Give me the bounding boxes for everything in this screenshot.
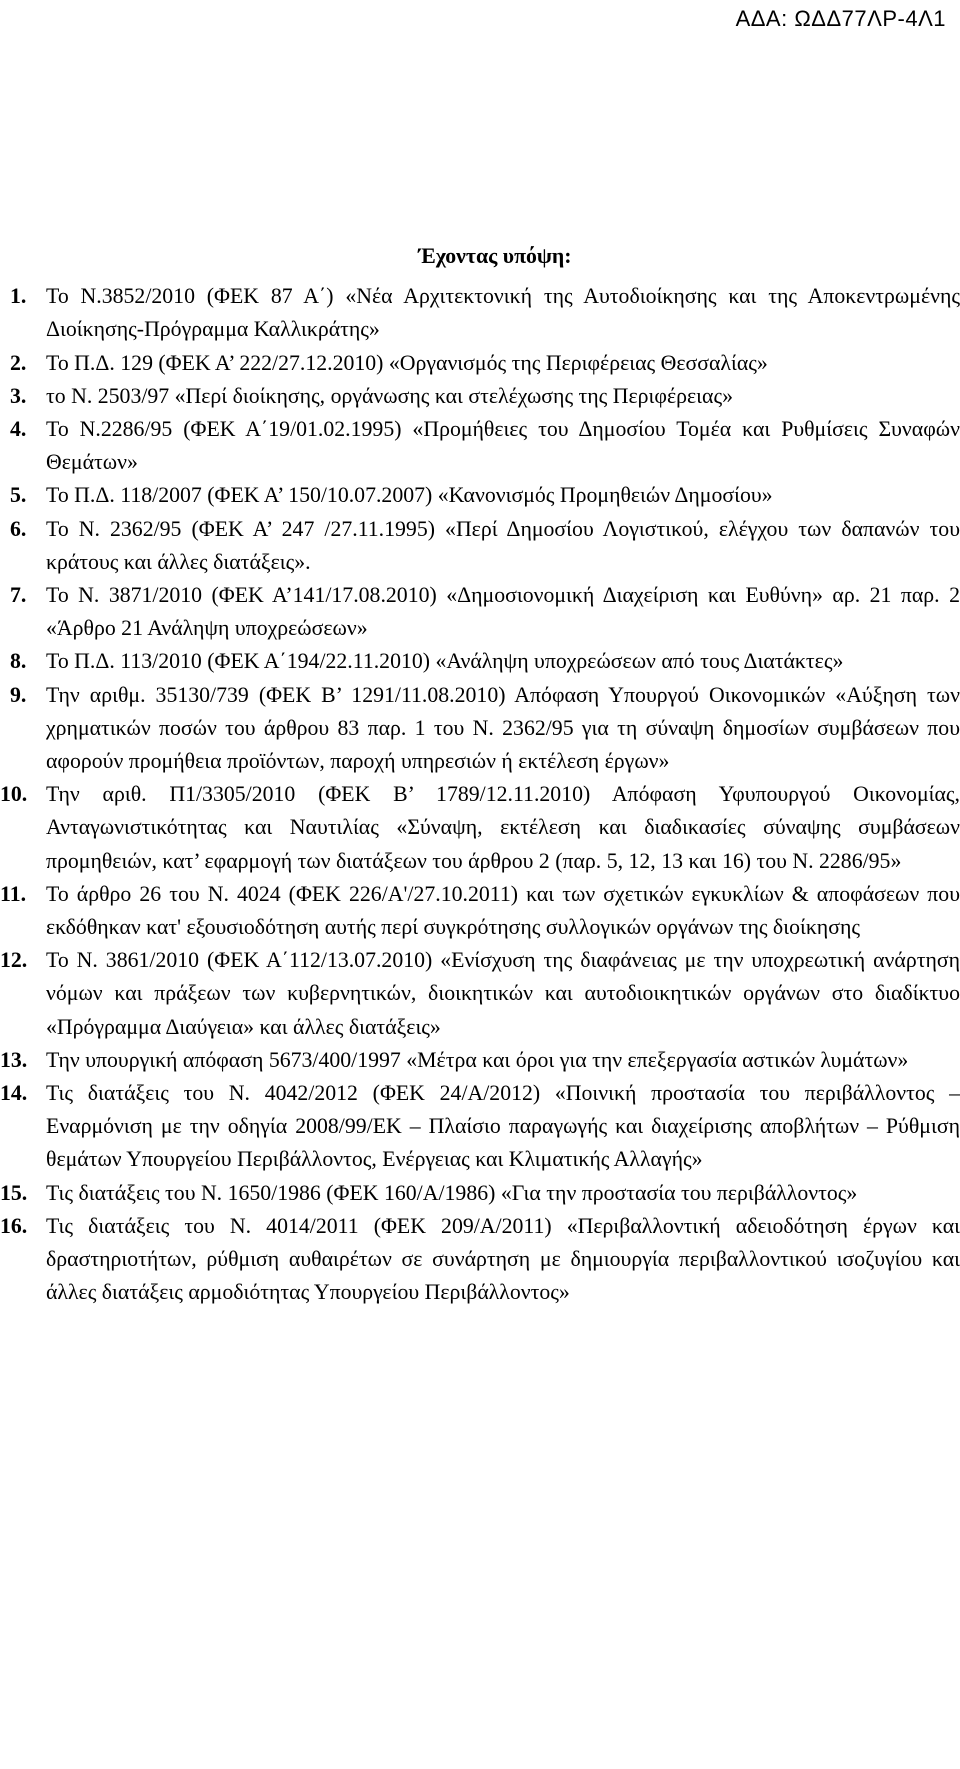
- list-item-number: 5.: [10, 483, 27, 508]
- list-item: [0, 679, 960, 779]
- list-item-number: 9.: [10, 682, 27, 707]
- list-item-number: 16.: [0, 1213, 28, 1238]
- list-item: [0, 280, 960, 346]
- list-item-text: Τις διατάξεις του Ν. 4014/2011 (ΦΕΚ 209/Α/2011) «Περιβαλλοντική αδειοδότηση έργων και δραστηριοτήτων, ρύθμιση αυθαιρέτων σε συνάρτηση με δημιουργία περιβαλλοντικού ισοζυγίου και άλλες διατάξεις αρμοδιότητας Υπουργείου Περιβάλλοντος»: [46, 1213, 960, 1305]
- list-item: [0, 645, 960, 678]
- list-item: [0, 347, 960, 380]
- list-item-number: 7.: [10, 583, 27, 608]
- list-item-text: Την αριθμ. 35130/739 (ΦΕΚ Β’ 1291/11.08.2010) Απόφαση Υπουργού Οικονομικών «Αύξηση των χρηματικών ποσών του άρθρου 83 παρ. 1 του Ν. 2362/95 για τη σύναψη δημοσίων συμβάσεων που αφορούν προμήθεια προϊόντων, παροχή υπηρεσιών ή εκτέλεση έργων»: [46, 682, 960, 774]
- list-item-text: Το Π.Δ. 118/2007 (ΦΕΚ Α’ 150/10.07.2007) «Κανονισμός Προμηθειών Δημοσίου»: [46, 483, 773, 508]
- list-item: [0, 778, 960, 878]
- list-item-number: 1.: [10, 284, 27, 309]
- list-item: [0, 479, 960, 512]
- list-item-text: Την αριθ. Π1/3305/2010 (ΦΕΚ Β’ 1789/12.11.2010) Απόφαση Υφυπουργού Οικονομίας, Ανταγωνιστικότητας και Ναυτιλίας «Σύναψη, εκτέλεση και διαδικασίες σύναψης συμβάσεων προμηθειών, κατ’ εφαρμογή των διατάξεων του άρθρου 2 (παρ. 5, 12, 13 και 16) του Ν. 2286/95»: [46, 782, 960, 873]
- list-item-text: Την υπουργική απόφαση 5673/400/1997 «Μέτρα και όροι για την επεξεργασία αστικών λυμάτων»: [46, 1047, 909, 1072]
- list-item-text: Το Ν. 2362/95 (ΦΕΚ Α’ 247 /27.11.1995) «Περί Δημοσίου Λογιστικού, ελέγχου των δαπανών του κράτους και άλλες διατάξεις».: [46, 516, 960, 574]
- list-item-number: 10.: [0, 782, 28, 807]
- list-item-text: Τις διατάξεις του Ν. 4042/2012 (ΦΕΚ 24/Α/2012) «Ποινική προστασία του περιβάλλοντος – Εναρμόνιση με την οδηγία 2008/99/ΕΚ – Πλαίσιο παραγωγής και διαχείρισης αποβλήτων – Ρύθμιση θεμάτων Υπουργείου Περιβάλλοντος, Ενέργειας και Κλιματικής Αλλαγής»: [46, 1081, 960, 1172]
- list-item: [0, 1044, 960, 1077]
- list-item: [0, 413, 960, 479]
- list-item-text: Το Ν.3852/2010 (ΦΕΚ 87 Α΄) «Νέα Αρχιτεκτονική της Αυτοδιοίκησης και της Αποκεντρωμένης Διοίκησης-Πρόγραμμα Καλλικράτης»: [46, 284, 960, 342]
- list-item-number: 11.: [0, 881, 27, 906]
- list-item-text: Το Π.Δ. 129 (ΦΕΚ Α’ 222/27.12.2010) «Οργανισμός της Περιφέρειας Θεσσαλίας»: [46, 350, 768, 375]
- list-item: [0, 944, 960, 1044]
- list-item-text: Τις διατάξεις του Ν. 1650/1986 (ΦΕΚ 160/Α/1986) «Για την προστασία του περιβάλλοντος»: [46, 1180, 858, 1205]
- list-item: [0, 1077, 960, 1177]
- list-item-number: 13.: [0, 1047, 28, 1072]
- list-item-number: 8.: [10, 649, 27, 674]
- section-heading: Έχοντας υπόψη:: [418, 244, 572, 268]
- list-item-text: το Ν. 2503/97 «Περί διοίκησης, οργάνωσης και στελέχωσης της Περιφέρειας»: [46, 383, 733, 408]
- list-item-text: Το άρθρο 26 του Ν. 4024 (ΦΕΚ 226/Α'/27.10.2011) και των σχετικών εγκυκλίων & αποφάσεων που εκδόθηκαν κατ' εξουσιοδότηση αυτής περί συγκρότησης συλλογικών οργάνων της διοίκησης: [46, 881, 960, 940]
- document-reference-code: ΑΔΑ: ΩΔΔ77ΛΡ-4Λ1: [735, 6, 946, 31]
- list-item-number: 15.: [0, 1180, 28, 1205]
- list-item-number: 14.: [0, 1081, 28, 1106]
- list-item: [0, 1177, 960, 1210]
- list-item-text: Το Π.Δ. 113/2010 (ΦΕΚ Α΄194/22.11.2010) «Ανάληψη υποχρεώσεων από τους Διατάκτες»: [46, 649, 844, 674]
- list-item: [0, 380, 960, 413]
- list-item-number: 4.: [10, 417, 27, 442]
- list-item-number: 6.: [10, 516, 27, 541]
- list-item: [0, 513, 960, 579]
- list-item: [0, 579, 960, 645]
- list-item-text: Το Ν.2286/95 (ΦΕΚ Α΄19/01.02.1995) «Προμήθειες του Δημοσίου Τομέα και Ρυθμίσεις Συναφών Θεμάτων»: [46, 417, 960, 475]
- list-item-number: 2.: [10, 350, 27, 375]
- list-item-text: Το Ν. 3861/2010 (ΦΕΚ Α΄112/13.07.2010) «Ενίσχυση της διαφάνειας με την υποχρεωτική ανάρτηση νόμων και πράξεων των κυβερνητικών, διοικητικών και αυτοδιοικητικών οργάνων στο διαδίκτυο «Πρόγραμμα Διαύγεια» και άλλες διατάξεις»: [46, 948, 960, 1039]
- list-item: [0, 1210, 960, 1310]
- list-item-text: Το Ν. 3871/2010 (ΦΕΚ Α’141/17.08.2010) «Δημοσιονομική Διαχείριση και Ευθύνη» αρ. 21 παρ. 2 «Άρθρο 21 Ανάληψη υποχρεώσεων»: [46, 583, 960, 641]
- list-item-number: 12.: [0, 948, 28, 973]
- list-item-number: 3.: [10, 383, 27, 408]
- considerations-list: [0, 280, 960, 1309]
- document-body: [0, 240, 960, 1310]
- list-item: [0, 878, 960, 944]
